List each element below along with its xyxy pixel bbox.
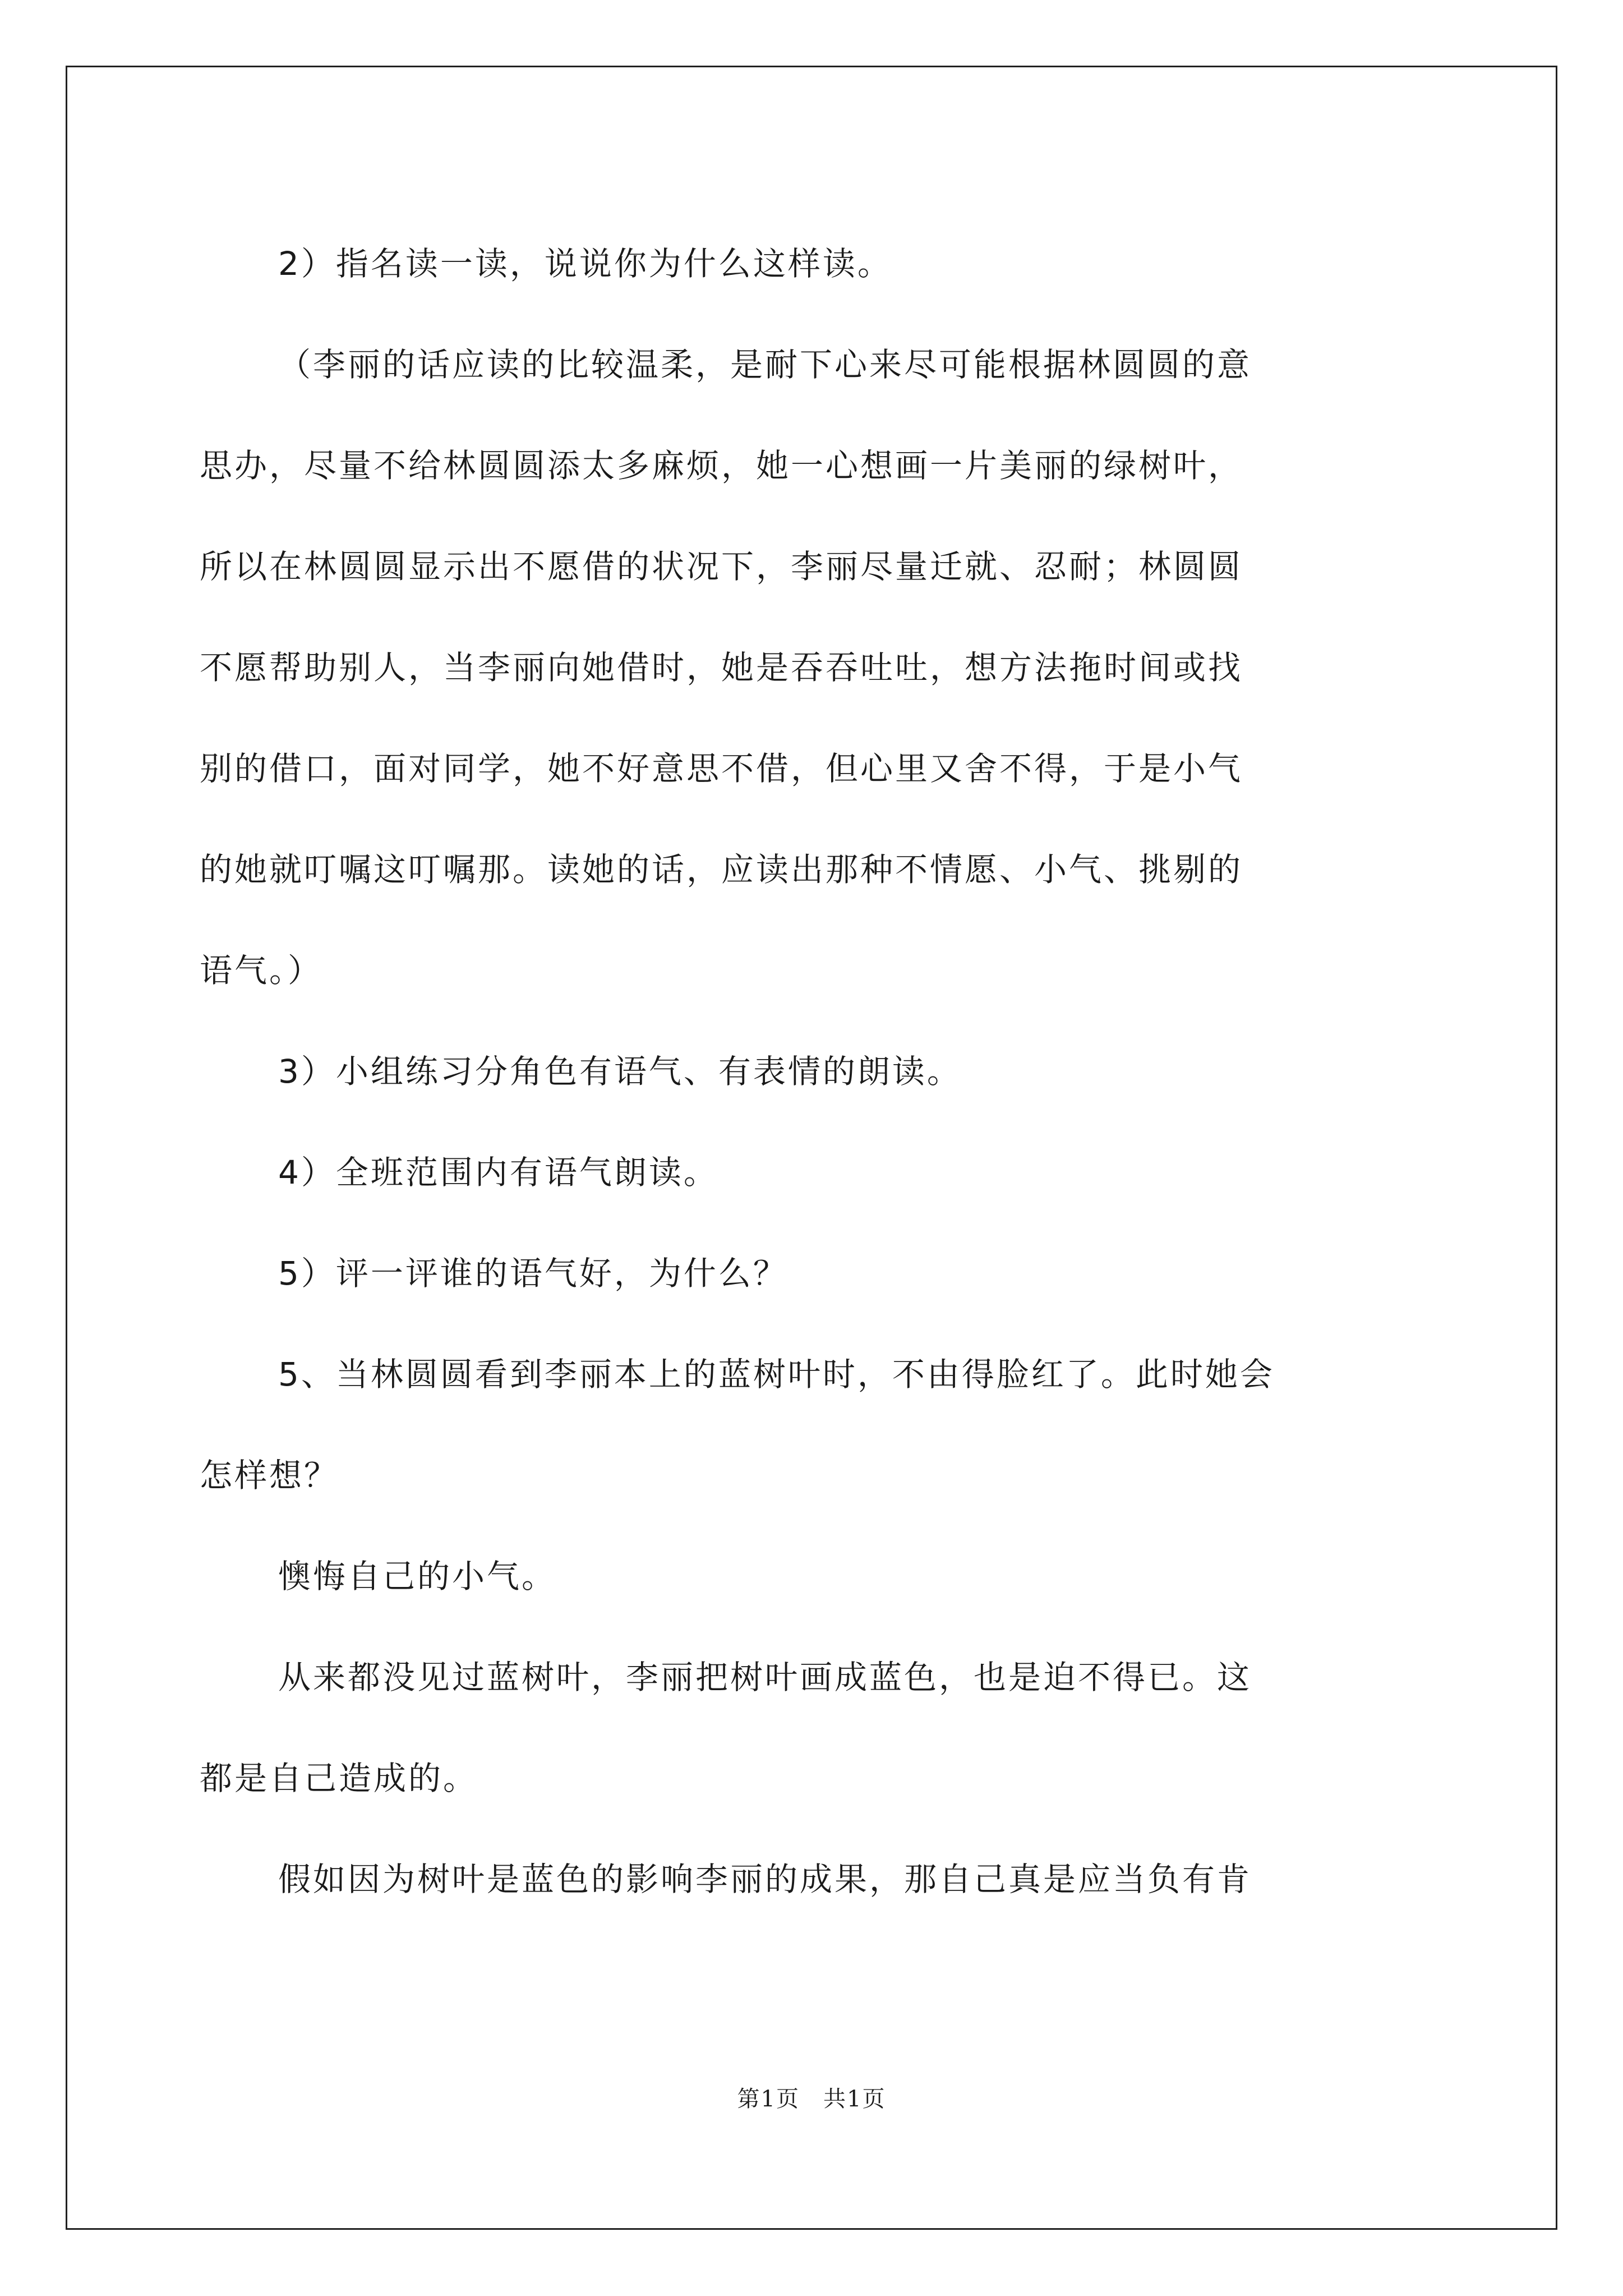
text-line: 都是自己造成的。 — [200, 1759, 478, 1797]
text-line: 2）指名读一读，说说你为什么这样读。 — [278, 245, 892, 283]
paragraph-continuation — [200, 516, 1433, 617]
paragraph-continuation — [200, 1425, 1433, 1526]
paragraph — [200, 314, 1433, 415]
paragraph — [200, 1021, 1433, 1122]
text-line: 别的借口，面对同学，她不好意思不借，但心里又舍不得，于是小气 — [200, 749, 1243, 788]
text-line: 假如因为树叶是蓝色的影响李丽的成果，那自己真是应当负有肯 — [278, 1860, 1252, 1898]
paragraph-continuation — [200, 415, 1433, 516]
text-line: 思办，尽量不给林圆圆添太多麻烦，她一心想画一片美丽的绿树叶， — [200, 447, 1243, 485]
text-line: 不愿帮助别人，当李丽向她借时，她是吞吞吐吐，想方法拖时间或找 — [200, 648, 1243, 687]
text-line: 5）评一评谁的语气好，为什么？ — [278, 1254, 788, 1292]
text-line: 从来都没见过蓝树叶，李丽把树叶画成蓝色，也是迫不得已。这 — [278, 1658, 1252, 1696]
paragraph-continuation — [200, 718, 1433, 819]
text-line: 4）全班范围内有语气朗读。 — [278, 1153, 718, 1191]
paragraph — [200, 1627, 1433, 1728]
paragraph — [200, 1526, 1433, 1627]
paragraph-continuation — [200, 1728, 1433, 1829]
text-line: 懊悔自己的小气。 — [278, 1557, 557, 1595]
paragraph — [200, 213, 1433, 314]
text-line: 3）小组练习分角色有语气、有表情的朗读。 — [278, 1052, 962, 1091]
page-number-footer: 第1页 共1页 — [737, 2086, 886, 2112]
text-line: 语气。） — [200, 951, 323, 990]
text-line: 的她就叮嘱这叮嘱那。读她的话，应读出那种不情愿、小气、挑剔的 — [200, 850, 1243, 889]
paragraph — [200, 1829, 1433, 1930]
document-body — [200, 213, 1433, 1930]
paragraph-continuation — [200, 819, 1433, 920]
text-line: （李丽的话应读的比较温柔，是耐下心来尽可能根据林圆圆的意 — [278, 346, 1252, 384]
paragraph-continuation — [200, 920, 1433, 1021]
paragraph-continuation — [200, 617, 1433, 718]
paragraph — [200, 1223, 1433, 1324]
text-line: 5、当林圆圆看到李丽本上的蓝树叶时，不由得脸红了。此时她会 — [278, 1355, 1275, 1393]
text-line: 所以在林圆圆显示出不愿借的状况下，李丽尽量迁就、忍耐；林圆圆 — [200, 547, 1243, 586]
text-line: 怎样想？ — [200, 1456, 339, 1494]
paragraph — [200, 1324, 1433, 1425]
paragraph — [200, 1122, 1433, 1223]
